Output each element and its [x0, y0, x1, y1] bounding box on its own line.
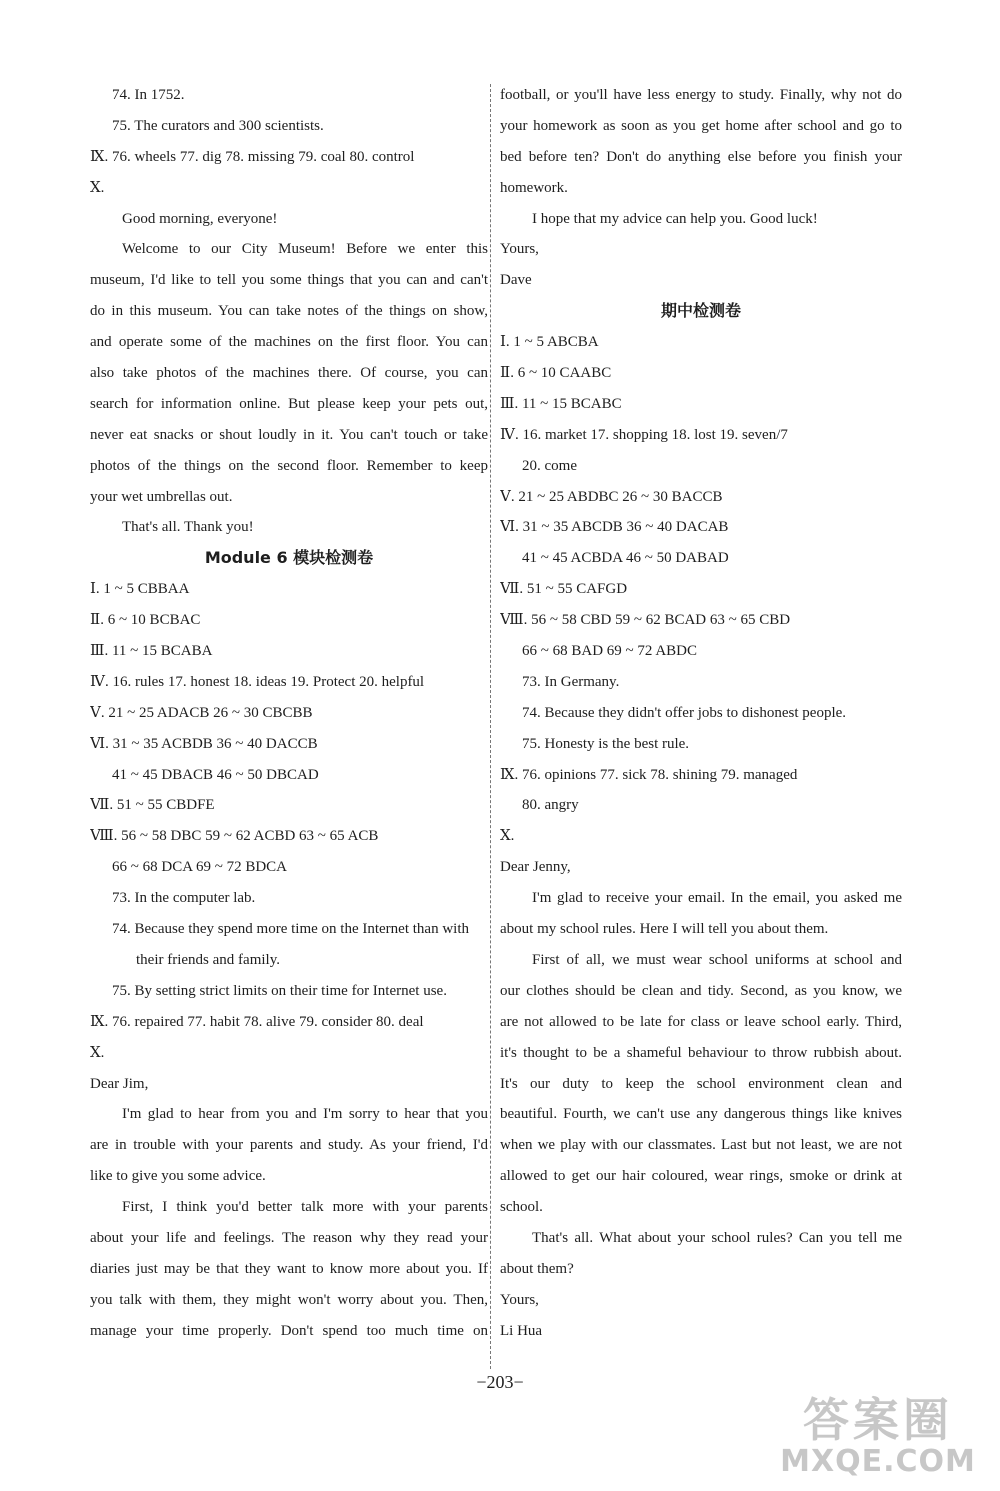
text-line: Yours,	[500, 241, 539, 258]
text-line: 41 ~ 45 DBACB 46 ~ 50 DBCAD	[112, 766, 319, 783]
watermark-logo	[778, 1395, 978, 1479]
watermark-url: MXQE.COM	[780, 1444, 976, 1479]
text-line: 41 ~ 45 ACBDA 46 ~ 50 DABAD	[522, 550, 729, 567]
text-line: Ⅰ. 1 ~ 5 ABCBA	[500, 334, 599, 351]
column-divider	[490, 84, 491, 1369]
section-heading: Module 6 模块检测卷	[204, 548, 374, 568]
text-line: manage your time properly. Don't spend too much time on	[90, 1322, 488, 1339]
text-line: and operate some of the machines on the first floor. You can	[90, 334, 488, 351]
text-line: 20. come	[522, 457, 577, 474]
text-line: Ⅱ. 6 ~ 10 CAABC	[500, 365, 612, 382]
text-line: you talk with them, they might won't worry about you. Then,	[90, 1291, 488, 1308]
watermark-title: 答案圈	[803, 1393, 953, 1447]
text-line: That's all. What about your school rules? Can you tell me	[532, 1229, 902, 1246]
text-line: 80. angry	[522, 797, 579, 814]
text-line: 74. Because they spend more time on the Internet than with	[112, 921, 469, 938]
text-line: Ⅸ. 76. opinions 77. sick 78. shining 79. managed	[500, 766, 798, 783]
text-line: Ⅹ.	[500, 828, 515, 845]
text-line: about your life and feelings. The reason why they read your	[90, 1229, 488, 1246]
text-line: Ⅲ. 11 ~ 15 BCABA	[90, 643, 213, 660]
page-number: −203−	[476, 1372, 524, 1392]
text-line: Dear Jenny,	[500, 859, 571, 876]
text-line: 75. Honesty is the best rule.	[522, 735, 690, 752]
text-line: Ⅵ. 31 ~ 35 ACBDB 36 ~ 40 DACCB	[90, 735, 318, 752]
right-column	[500, 80, 902, 1347]
text-line: Ⅸ. 76. wheels 77. dig 78. missing 79. coal 80. control	[90, 148, 415, 165]
text-line: homework.	[500, 179, 568, 196]
text-line: Ⅹ.	[90, 1044, 105, 1061]
text-line: about them?	[500, 1260, 574, 1277]
text-line: I'm glad to receive your email. In the email, you asked me	[532, 890, 902, 907]
text-line: museum, I'd like to tell you some things that you can and can't	[90, 272, 488, 289]
text-line: do in this museum. You can take notes of the things on show,	[90, 303, 488, 320]
text-line: are not allowed to be late for class or leave school early. Third,	[500, 1013, 902, 1030]
text-line: Ⅹ.	[90, 179, 105, 196]
text-line: are in trouble with your parents and study. As your friend, I'd	[90, 1137, 488, 1154]
text-line: Ⅵ. 31 ~ 35 ABCDB 36 ~ 40 DACAB	[500, 519, 729, 536]
text-line: Ⅷ. 56 ~ 58 DBC 59 ~ 62 ACBD 63 ~ 65 ACB	[90, 828, 379, 845]
text-line: our clothes should be clean and tidy. Second, as you know, we	[500, 982, 902, 999]
text-line: Li Hua	[500, 1322, 543, 1339]
text-line: Good morning, everyone!	[122, 210, 278, 227]
text-line: I hope that my advice can help you. Good luck!	[532, 210, 818, 227]
text-line: First, I think you'd better talk more with your parents	[122, 1199, 488, 1216]
text-line: Welcome to our City Museum! Before we enter this	[122, 241, 488, 258]
text-line: football, or you'll have less energy to study. Finally, why not do	[500, 87, 902, 103]
text-line: Ⅷ. 56 ~ 58 CBD 59 ~ 62 BCAD 63 ~ 65 CBD	[500, 612, 791, 629]
text-line: your homework as soon as you get home after school and go to	[500, 117, 902, 134]
text-line: never eat snacks or shout loudly in it. You can't touch or take	[90, 426, 488, 443]
text-line: That's all. Thank you!	[122, 519, 254, 536]
text-line: Dave	[500, 272, 532, 289]
text-line: school.	[500, 1199, 543, 1216]
text-line: 75. By setting strict limits on their time for Internet use.	[112, 982, 447, 999]
text-line: 66 ~ 68 BAD 69 ~ 72 ABDC	[522, 643, 697, 660]
text-line: about my school rules. Here I will tell you about them.	[500, 921, 829, 938]
text-line: It's our duty to keep the school environment clean and	[500, 1075, 902, 1092]
text-line: like to give you some advice.	[90, 1168, 266, 1185]
text-line: it's thought to be a shameful behaviour to throw rubbish about.	[500, 1044, 902, 1061]
text-line: photos of the things on the second floor. Remember to keep	[90, 457, 488, 474]
text-line: Ⅳ. 16. market 17. shopping 18. lost 19. seven/7	[500, 426, 788, 443]
text-line: First of all, we must wear school uniforms at school and	[532, 951, 902, 968]
text-line: Ⅳ. 16. rules 17. honest 18. ideas 19. Protect 20. helpful	[90, 673, 425, 690]
text-line: 73. In the computer lab.	[112, 890, 256, 907]
text-line: 74. Because they didn't offer jobs to dishonest people.	[522, 704, 847, 721]
text-line: allowed to get our hair coloured, wear rings, smoke or drink at	[500, 1168, 902, 1185]
text-line: Ⅱ. 6 ~ 10 BCBAC	[90, 612, 201, 629]
text-line: I'm glad to hear from you and I'm sorry to hear that you	[122, 1106, 488, 1123]
left-column	[90, 80, 488, 1347]
text-line: diaries just may be that they want to know more about you. If	[90, 1260, 488, 1277]
text-line: 75. The curators and 300 scientists.	[112, 117, 324, 134]
text-line: Ⅶ. 51 ~ 55 CAFGD	[500, 581, 628, 598]
text-line: their friends and family.	[136, 951, 280, 968]
text-line: Ⅴ. 21 ~ 25 ADACB 26 ~ 30 CBCBB	[90, 704, 313, 721]
text-line: 74. In 1752.	[112, 87, 185, 103]
text-line: Ⅶ. 51 ~ 55 CBDFE	[90, 797, 215, 814]
text-line: Dear Jim,	[90, 1075, 149, 1092]
text-line: 73. In Germany.	[522, 673, 620, 690]
text-line: beautiful. Fourth, we can't use any dangerous things like knives	[500, 1106, 902, 1123]
text-line: Ⅴ. 21 ~ 25 ABDBC 26 ~ 30 BACCB	[500, 488, 723, 505]
section-heading: 期中检测卷	[660, 301, 741, 321]
text-line: Ⅲ. 11 ~ 15 BCABC	[500, 395, 622, 412]
text-line: Ⅰ. 1 ~ 5 CBBAA	[90, 581, 190, 598]
text-line: search for information online. But please keep your pets out,	[90, 395, 488, 412]
text-line: bed before ten? Don't do anything else before you finish your	[500, 148, 902, 165]
text-line: when we play with our classmates. Last but not least, we are not	[500, 1137, 902, 1154]
text-line: Yours,	[500, 1291, 539, 1308]
text-line: Ⅸ. 76. repaired 77. habit 78. alive 79. consider 80. deal	[90, 1013, 424, 1030]
text-line: also take photos of the machines there. Of course, you can	[90, 365, 488, 382]
text-line: 66 ~ 68 DCA 69 ~ 72 BDCA	[112, 859, 287, 876]
text-line: your wet umbrellas out.	[90, 488, 233, 505]
